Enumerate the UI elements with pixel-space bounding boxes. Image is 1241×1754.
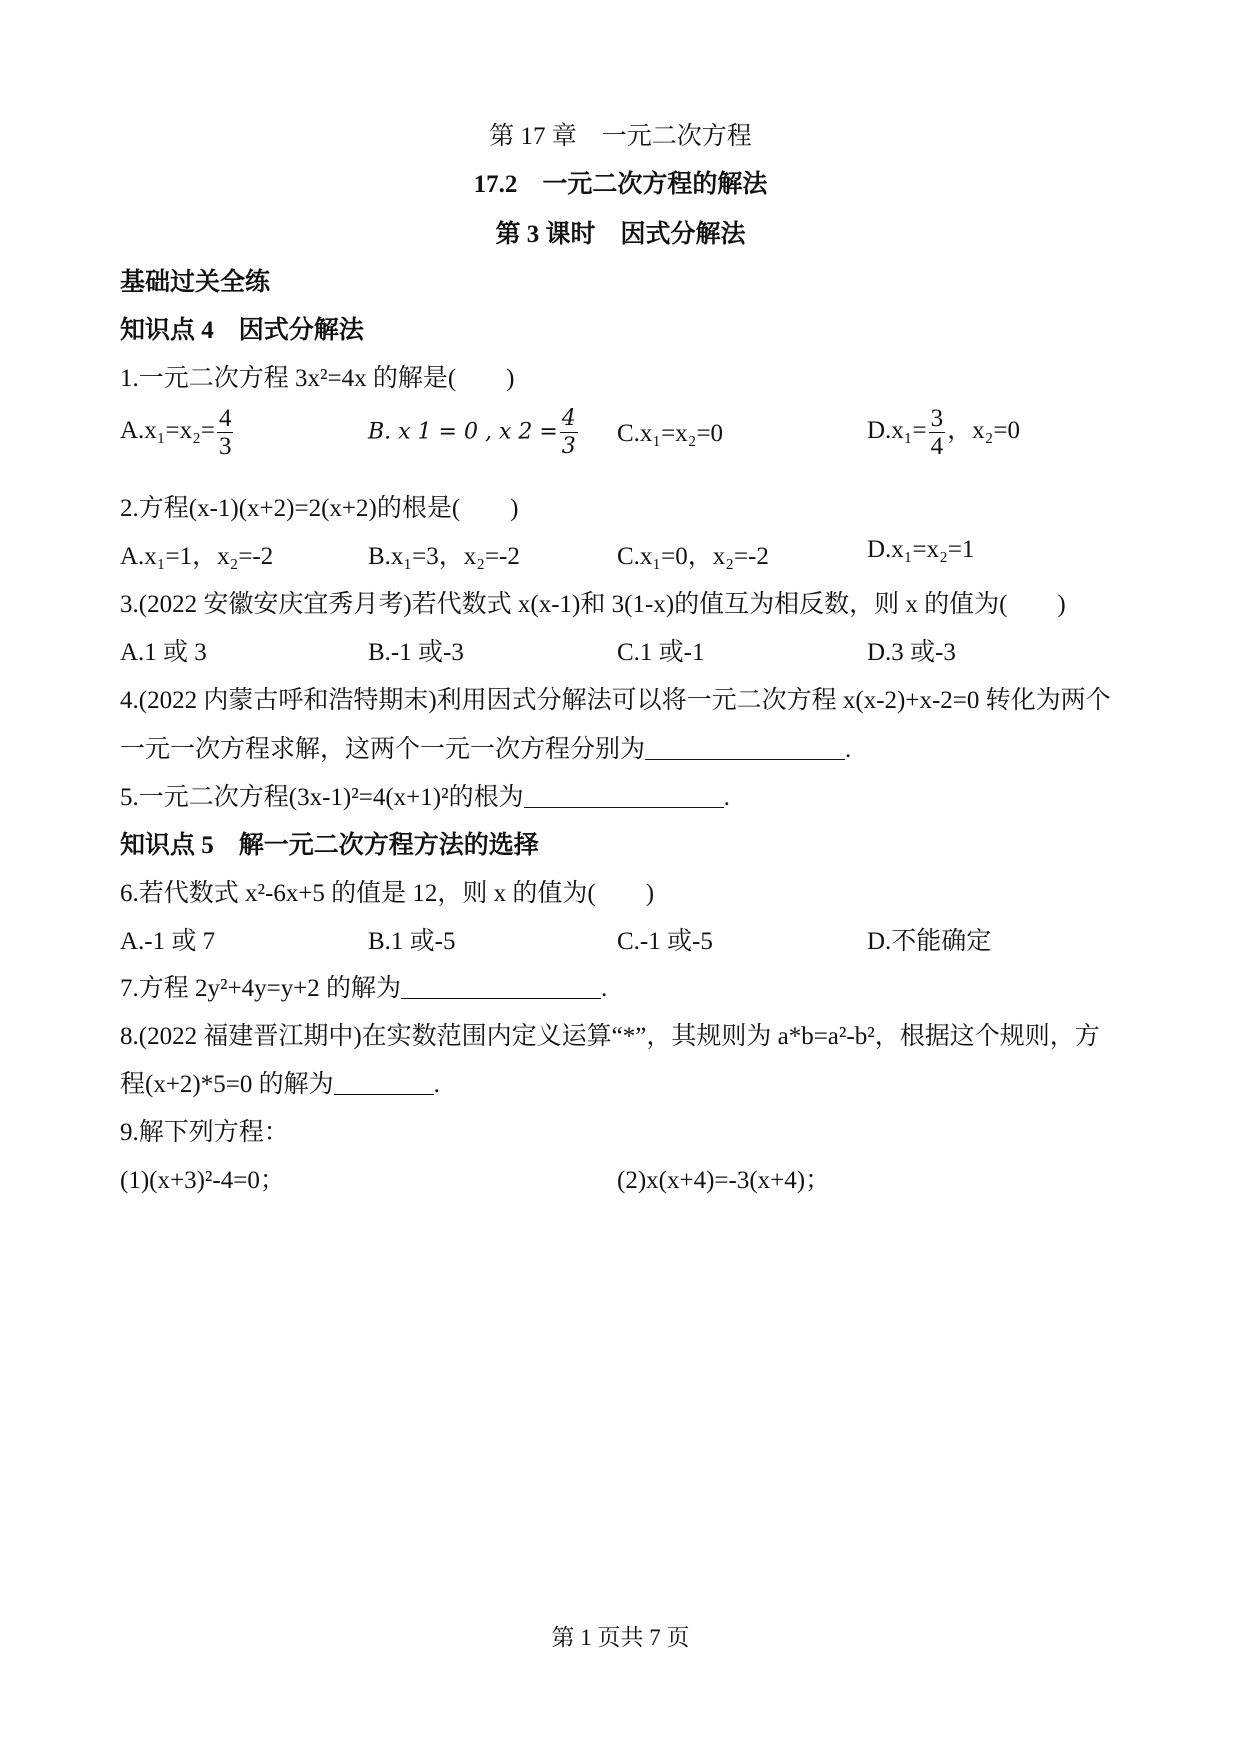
q3-option-c: C.1 或-1 [617,639,705,666]
question-9-part-2: (2)x(x+4)=-3(x+4)； [617,1167,831,1194]
lesson-title: 第 3 课时 因式分解法 [495,221,746,248]
q1-option-c: C.x₁=x₂=0 [617,420,724,447]
answer-blank[interactable] [524,783,724,808]
knowledge-point-5: 知识点 5 解一元二次方程方法的选择 [120,832,539,859]
q1-option-b [368,405,580,460]
q2-option-b: B.x₁=3，x₂=-2 [368,543,520,570]
question-7-text: 7.方程 2y²+4y=y+2 的解为 [120,975,402,1002]
q1-option-b-fraction [560,405,578,460]
practice-heading: 基础过关全练 [120,269,271,296]
chapter-title: 第 17 章 一元二次方程 [489,123,752,150]
answer-blank[interactable] [645,735,845,760]
answer-blank[interactable] [401,974,601,999]
q2-option-a: A.x₁=1，x₂=-2 [120,543,274,570]
question-8-line2-text: 程(x+2)*5=0 的解为 [120,1071,334,1098]
period: . [723,784,730,811]
question-9-stem: 9.解下列方程： [120,1119,289,1146]
section-title: 17.2 一元二次方程的解法 [473,171,768,198]
answer-blank[interactable] [334,1070,434,1095]
q3-option-a: A.1 或 3 [120,639,207,666]
q1-option-d-prefix: D.x₁= [867,417,927,445]
page-footer: 第 1 页共 7 页 [551,1625,690,1650]
q1-option-b-prefix: B. x 1 = 0 , x 2 = [368,419,558,445]
fraction-denominator: 4 [930,433,944,460]
question-6-stem: 6.若代数式 x²-6x+5 的值是 12，则 x 的值为( ) [120,880,655,907]
q1-option-d [867,405,1020,460]
q1-option-a-prefix: A.x₁=x₂= [120,417,215,445]
q2-option-d: D.x₁=x₂=1 [867,536,975,563]
q2-option-c: C.x₁=0，x₂=-2 [617,543,769,570]
knowledge-point-4: 知识点 4 因式分解法 [120,317,364,344]
fraction-denominator: 3 [561,434,576,459]
q1-option-a-fraction [217,405,234,460]
fraction-numerator: 4 [218,405,232,432]
fraction-denominator: 3 [218,433,232,460]
question-9-part-1: (1)(x+3)²-4=0； [120,1167,285,1194]
question-4-line2 [120,729,851,765]
question-8-line1: 8.(2022 福建晋江期中)在实数范围内定义运算“*”，其规则为 a*b=a²-b²，根据这个规则，方 [120,1023,1100,1050]
fraction-numerator: 4 [561,406,576,431]
question-4-line1: 4.(2022 内蒙古呼和浩特期末)利用因式分解法可以将一元二次方程 x(x-2)+x-2=0 转化为两个 [120,687,1111,714]
period: . [601,975,608,1002]
question-5-text: 5.一元二次方程(3x-1)²=4(x+1)²的根为 [120,784,524,811]
fraction-numerator: 3 [930,405,944,432]
question-4-line2-text: 一元一次方程求解，这两个一元一次方程分别为 [120,736,646,763]
question-8-line2 [120,1064,440,1100]
period: . [433,1071,440,1098]
question-1-stem: 1.一元二次方程 3x²=4x 的解是( ) [120,365,515,392]
question-2-stem: 2.方程(x-1)(x+2)=2(x+2)的根是( ) [120,495,519,522]
q1-option-a [120,405,235,460]
q3-option-b: B.-1 或-3 [368,639,464,666]
q3-option-d: D.3 或-3 [867,639,956,666]
q1-option-d-suffix: ，x₂=0 [947,417,1020,445]
question-3-stem: 3.(2022 安徽安庆宜秀月考)若代数式 x(x-1)和 3(1-x)的值互为相反数，则 x 的值为( ) [120,591,1066,618]
question-7 [120,968,607,1004]
q6-option-d: D.不能确定 [867,928,992,955]
question-5 [120,777,730,813]
q6-option-c: C.-1 或-5 [617,928,713,955]
q6-option-b: B.1 或-5 [368,928,456,955]
q6-option-a: A.-1 或 7 [120,928,216,955]
q1-option-d-fraction [929,405,946,460]
period: . [845,736,852,763]
